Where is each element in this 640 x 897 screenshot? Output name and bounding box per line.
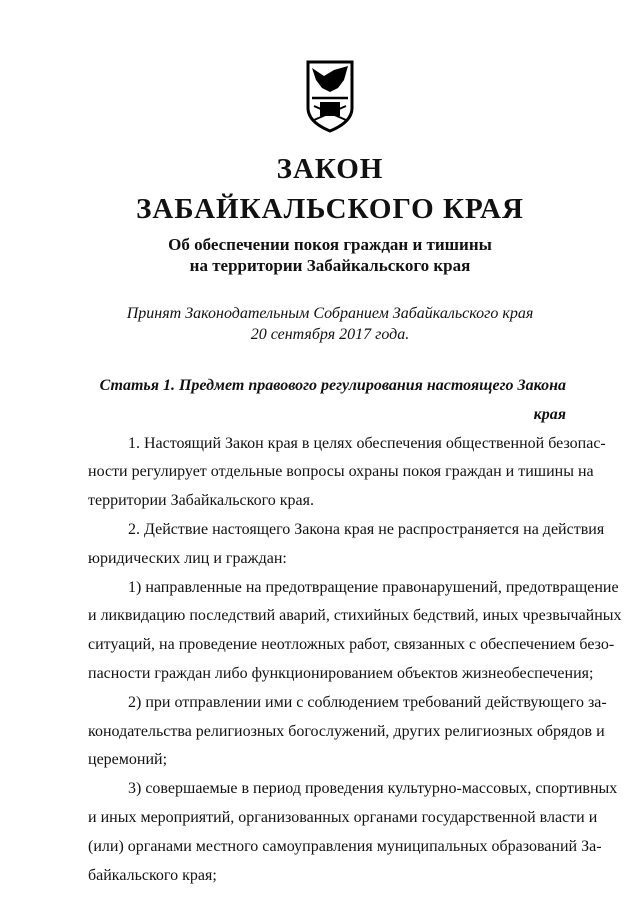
article-paragraph [88,775,618,890]
article-paragraph [88,689,607,775]
paragraph-line: (или) органами местного самоуправления муниципальных образований За- [88,837,602,855]
paragraph-line: ности регулирует отдельные вопросы охраны покоя граждан и тишины на [88,463,594,481]
paragraph-line: и иных мероприятий, организованных органами государственной власти и [88,808,598,826]
paragraph-line: и ликвидацию последствий аварий, стихийных бедствий, иных чрезвычайных [88,607,622,625]
paragraph-line: территории Забайкальского края. [88,492,314,510]
article-body [88,372,622,890]
paragraph-line: ситуаций, на проведение неотложных работ, связанных с обеспечением безо- [88,636,615,654]
paragraph-line: юридических лиц и граждан: [88,549,287,567]
law-subtitle-line1: Об обеспечении покоя граждан и тишины [168,235,492,254]
article-heading: Статья 1. Предмет правового регулирования настоящего Закона края [99,377,566,423]
article-paragraph [88,516,605,574]
adoption-note-line1: Принят Законодательным Собранием Забайкальского края [126,305,534,322]
coat-of-arms-emblem [304,58,356,134]
paragraph-line: 1. Настоящий Закон края в целях обеспечения общественной безопас- [128,434,606,452]
paragraph-line: 2) при отправлении ими с соблюдением требований действующего за- [128,693,607,711]
law-region-title: ЗАБАЙКАЛЬСКОГО КРАЯ [136,193,524,225]
article-paragraph [88,574,622,689]
paragraph-line: байкальского края; [88,866,217,884]
paragraph-line: церемоний; [88,751,168,769]
article-paragraph [88,430,606,516]
law-subtitle-line2: на территории Забайкальского края [189,256,471,275]
paragraph-line: пасности граждан либо функционированием объектов жизнеобеспечения; [88,664,594,682]
paragraph-line: 3) совершаемые в период проведения культурно-массовых, спортивных [128,780,618,798]
paragraph-line: конодательства религиозных богослужений, других религиозных обрядов и [88,722,605,740]
paragraph-line: 2. Действие настоящего Закона края не распространяется на действия [128,520,605,538]
adoption-date: 20 сентября 2017 года. [250,326,410,343]
paragraph-line: 1) направленные на предотвращение правонарушений, предотвращение [128,578,619,596]
law-title: ЗАКОН [276,153,384,185]
